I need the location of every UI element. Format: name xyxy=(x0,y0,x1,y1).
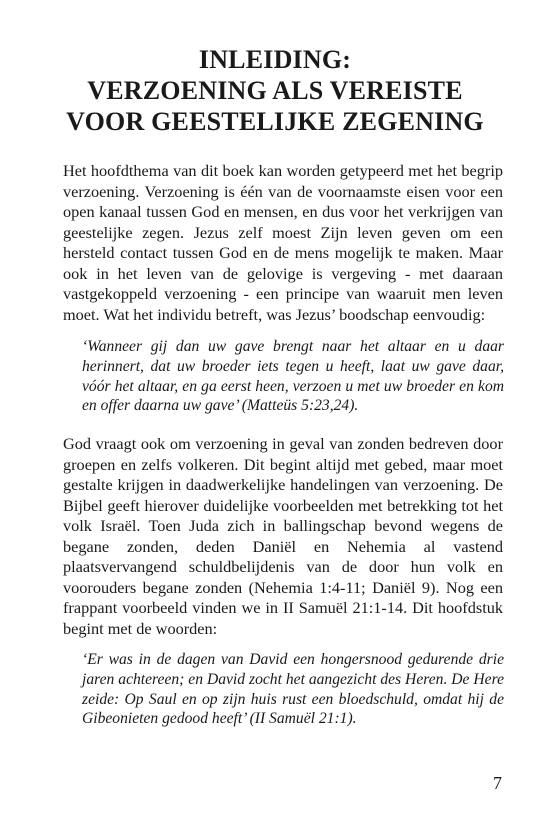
body-paragraph-2: God vraagt ook om verzoening in geval van zonden bedreven door groepen en zelfs volkeren. Dit begint altijd met gebed, maar moet gestalte krijgen in daadwerkelijke handelingen van verzoening. De Bijbel geeft hierover duidelijke voorbeelden met betrekking tot het volk Israël. Toen Juda zich in ballingschap bevond wegens de begane zonden, deden Daniël en Nehemia al vastend plaatsvervangend schuldbelijdenis van de door hun volk en voorouders begane zonden (Nehemia 1:4-11; Daniël 9). Nog een frappant voorbeeld vinden we in II Samuël 21:1-14. Dit hoofdstuk begint met de woorden: xyxy=(63,434,503,638)
chapter-title-line-1: INLEIDING: xyxy=(198,45,352,74)
scripture-quote-2: ‘Er was in de dagen van David een hongersnood gedurende drie jaren achtereen; en David zocht het aangezicht des Heren. De Here zeide: Op Saul en op zijn huis rust een bloedschuld, omdat hij de Gibeonieten gedood heeft’ (II Samuël 21:1). xyxy=(82,651,504,728)
body-paragraph-1: Het hoofdthema van dit boek kan worden getypeerd met het begrip verzoening. Verzoening is één van de voornaamste eisen voor een open kanaal tussen God en mensen, en dus voor het verkrijgen van geestelijke zegen. Jezus zelf moest Zijn leven geven om een hersteld contact tussen God en de mens mogelijk te maken. Maar ook in het leven van de gelovige is vergeving - met daaraan vastgekoppeld verzoening - een principe van waaruit men leven moet. Wat het individu betreft, was Jezus’ boodschap eenvoudig: xyxy=(63,161,503,324)
page-number: 7 xyxy=(493,773,502,793)
chapter-title xyxy=(40,44,510,137)
scripture-quote-1: ‘Wanneer gij dan uw gave brengt naar het altaar en u daar herinnert, dat uw broeder iets tegen u heeft, laat uw gave daar, vóór het altaar, en ga eerst heen, verzoen u met uw broeder en kom en offer daarna uw gave’ (Matteüs 5:23,24). xyxy=(82,338,504,415)
chapter-title-line-2: VERZOENING ALS VEREISTE xyxy=(87,76,463,105)
chapter-title-line-3: VOOR GEESTELIJKE ZEGENING xyxy=(66,107,484,136)
